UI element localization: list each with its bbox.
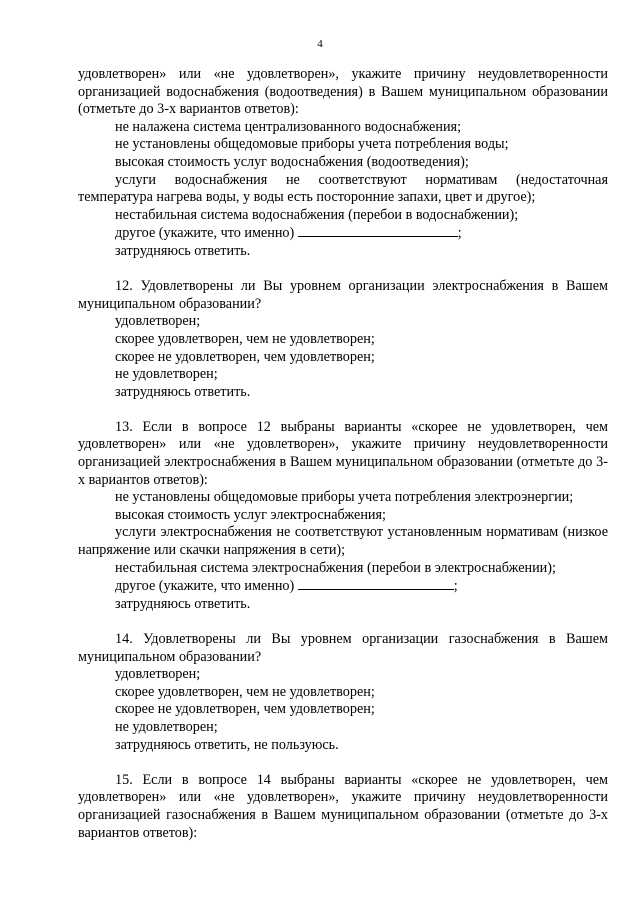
answer-option[interactable]: не установлены общедомовые приборы учета потребления электроэнергии; bbox=[115, 489, 574, 506]
question-text: 12. Удовлетворены ли Вы уровнем организации электроснабжения в Вашем муниципальном образовании? bbox=[78, 278, 608, 312]
answer-option[interactable]: затрудняюсь ответить. bbox=[115, 383, 251, 400]
answer-option[interactable]: скорее удовлетворен, чем не удовлетворен; bbox=[115, 683, 375, 700]
answer-option[interactable]: услуги электроснабжения не соответствуют установленным нормативам (низкое напряжение или скачки напряжения в сети); bbox=[78, 524, 608, 559]
answer-option[interactable]: затрудняюсь ответить. bbox=[115, 595, 251, 612]
answer-option[interactable]: удовлетворен; bbox=[115, 666, 201, 683]
other-label: другое (укажите, что именно) bbox=[115, 225, 295, 242]
answer-option[interactable]: не удовлетворен; bbox=[115, 366, 218, 383]
answer-option[interactable]: скорее не удовлетворен, чем удовлетворен; bbox=[115, 348, 375, 365]
answer-option-other[interactable] bbox=[78, 577, 608, 596]
answer-option[interactable]: скорее удовлетворен, чем не удовлетворен; bbox=[115, 330, 375, 347]
question-text: 15. Если в вопросе 14 выбраны варианты «скорее не удовлетворен, чем удовлетворен» или «не удовлетворен», укажите причину неудовлетворенности организацией газоснабжения в Вашем муниципальном образовании (отметьте до 3-х вариантов ответов): bbox=[78, 771, 608, 841]
other-blank-line[interactable] bbox=[298, 224, 458, 237]
answer-option[interactable]: нестабильная система водоснабжения (перебои в водоснабжении); bbox=[115, 206, 519, 223]
answer-option-other[interactable] bbox=[78, 224, 608, 243]
answer-option[interactable]: затрудняюсь ответить. bbox=[115, 242, 251, 259]
answer-option[interactable]: удовлетворен; bbox=[115, 313, 201, 330]
answer-option[interactable]: не налажена система централизованного водоснабжения; bbox=[115, 118, 462, 135]
document-body bbox=[78, 66, 608, 842]
question-14 bbox=[78, 631, 608, 754]
question-text: 14. Удовлетворены ли Вы уровнем организации газоснабжения в Вашем муниципальном образовании? bbox=[78, 631, 608, 665]
question-text: удовлетворен» или «не удовлетворен», укажите причину неудовлетворенности организацией водоснабжения (водоотведения) в Вашем муниципальном образовании (отметьте до 3-х вариантов ответов): bbox=[78, 66, 608, 118]
question-11-continuation bbox=[78, 66, 608, 261]
question-12 bbox=[78, 278, 608, 401]
other-label: другое (укажите, что именно) bbox=[115, 578, 295, 595]
answer-option[interactable]: нестабильная система электроснабжения (перебои в электроснабжении); bbox=[115, 559, 556, 576]
question-13 bbox=[78, 419, 608, 614]
question-text: 13. Если в вопросе 12 выбраны варианты «скорее не удовлетворен, чем удовлетворен» или «не удовлетворен», укажите причину неудовлетворенности организацией электроснабжения в Вашем муниципальном образовании (отметьте до 3-х вариантов ответов): bbox=[78, 418, 608, 488]
answer-option[interactable]: не установлены общедомовые приборы учета потребления воды; bbox=[115, 136, 509, 153]
answer-option[interactable]: высокая стоимость услуг водоснабжения (водоотведения); bbox=[115, 153, 469, 170]
answer-option[interactable]: услуги водоснабжения не соответствуют нормативам (недостаточная температура нагрева воды, у воды есть посторонние запахи, цвет и другое); bbox=[78, 171, 608, 206]
answer-option[interactable]: высокая стоимость услуг электроснабжения; bbox=[115, 506, 386, 523]
other-suffix: ; bbox=[453, 578, 458, 595]
other-blank-line[interactable] bbox=[298, 577, 454, 590]
question-15 bbox=[78, 772, 608, 842]
page-number: 4 bbox=[317, 38, 323, 50]
other-suffix: ; bbox=[457, 225, 462, 242]
answer-option[interactable]: не удовлетворен; bbox=[115, 718, 218, 735]
answer-option[interactable]: затрудняюсь ответить, не пользуюсь. bbox=[115, 736, 339, 753]
answer-option[interactable]: скорее не удовлетворен, чем удовлетворен; bbox=[115, 701, 375, 718]
